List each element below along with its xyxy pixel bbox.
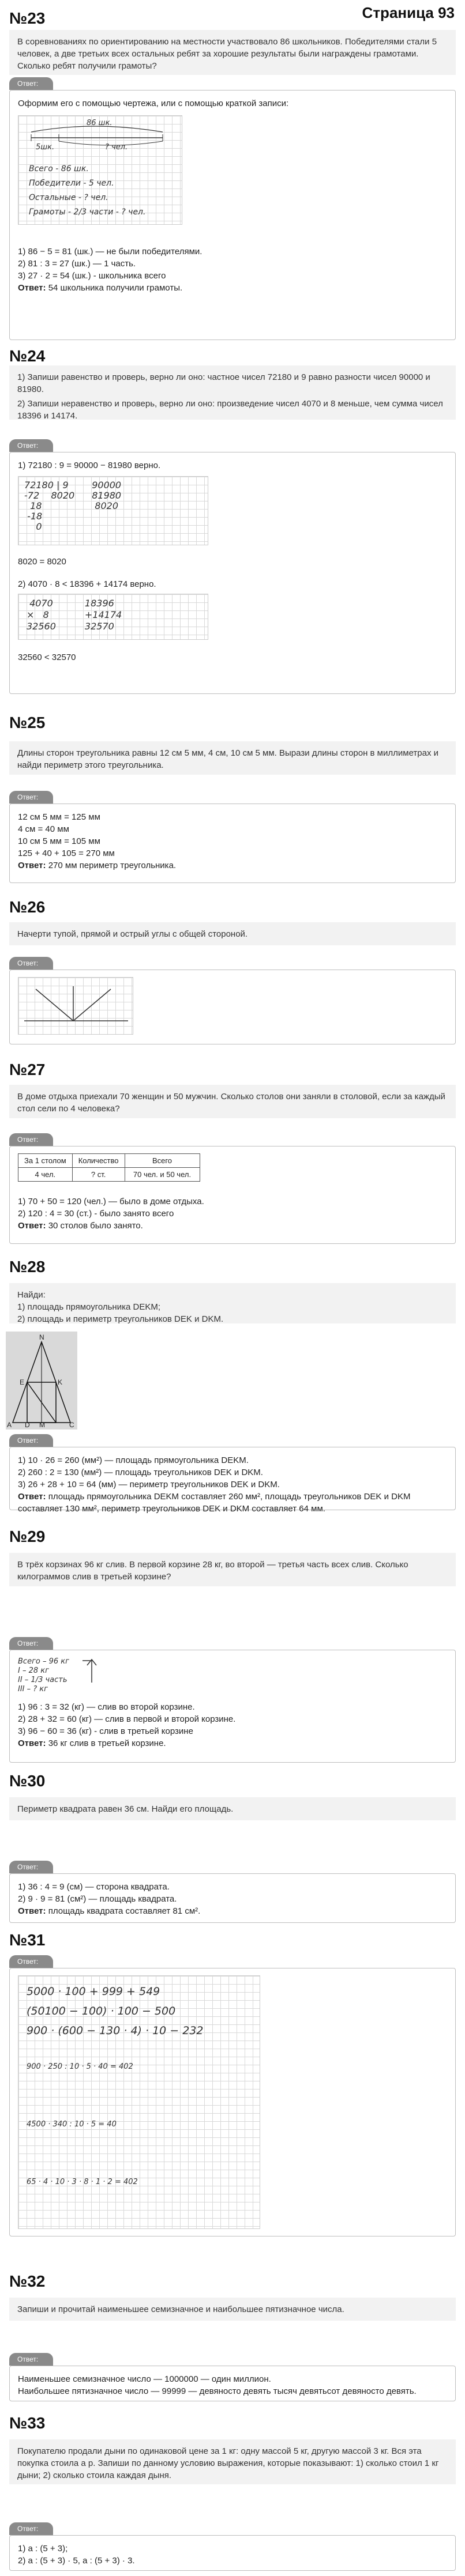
angles-svg	[18, 978, 134, 1035]
task-23-question: В соревнованиях по ориентированию на местности участвовало 86 школьников. Победителями стали 5 человек, а две третьих всех остальных ребят за хорошие результаты были награждены грамотами. Сколько ребят получили грамоты?	[9, 30, 456, 75]
task-27-answer	[9, 1146, 456, 1244]
solution-line: 1) 86 − 5 = 81 (шк.) — не были победителями.	[18, 247, 202, 257]
question-part-1: 1) Запиши равенство и проверь, верно ли оно: частное чисел 72180 и 9 равно разности чисел 90000 и 81980.	[17, 372, 430, 394]
hand-line: I – 28 кг	[18, 1666, 49, 1675]
page-title: Страница 93	[362, 4, 455, 21]
solution-line: 2) 120 : 4 = 30 (ст.) - было занято всего	[18, 1209, 174, 1219]
task-23-number: №23	[9, 9, 46, 27]
solution-line: 2) 28 + 32 = 60 (кг) — слив в первой и второй корзине.	[18, 1714, 236, 1724]
addition-calc: 18396 +14174 32570	[84, 598, 122, 632]
solution-line: 3) 27 · 2 = 54 (шк.) - школьника всего	[18, 271, 166, 281]
hand-line: Всего - 86 шк.	[29, 164, 89, 174]
task-30-answer	[9, 1873, 456, 1923]
question-line: 1) площадь прямоугольника DEKM;	[17, 1302, 161, 1312]
point-label: D	[25, 1421, 30, 1429]
hand-line: Грамоты - 2/3 части - ? чел.	[29, 208, 146, 217]
hand-line: 65 · 4 · 10 · 3 · 8 · 1 · 2 = 402	[27, 2178, 138, 2186]
point-label: E	[20, 1378, 25, 1386]
hand-line: III – ? кг	[18, 1685, 48, 1694]
hand-line: Всего – 96 кг	[18, 1657, 69, 1666]
task-27-table	[18, 1153, 200, 1182]
task-29-answer	[9, 1650, 456, 1763]
task-23-intro: Оформим его с помощью чертежа, или с помощью краткой записи:	[18, 99, 289, 108]
hand-line: II – 1/3 часть	[18, 1676, 68, 1684]
hand-line: 5000 · 100 + 999 + 549	[27, 1985, 160, 1998]
task-24-number: №24	[9, 347, 46, 365]
task-26-number: №26	[9, 898, 46, 916]
answer-tag: Ответ:	[9, 1637, 53, 1650]
task-26-answer	[9, 970, 456, 1044]
solution-line: 1) а : (5 + 3);	[18, 2544, 68, 2554]
diagram-right-label: ? чел.	[105, 143, 128, 152]
task-27-number: №27	[9, 1061, 46, 1078]
table-cell: ? ст.	[72, 1168, 125, 1182]
task-33-question: Покупателю продали дыни по одинаковой цене за 1 кг: одну массой 5 кг, другую массой 3 кг. Вся эта покупка стоила а р. Запиши по данному условию выражения, которые показывают: 1) сколько стоил 1 кг дыни; 2) сколько стоила каждая дыня.	[9, 2439, 456, 2484]
task-31-handwriting	[18, 1975, 260, 2229]
hand-line: 900 · 250 : 10 · 5 · 40 = 402	[27, 2062, 133, 2071]
solution-line: 1) 70 + 50 = 120 (чел.) — было в доме отдыха.	[18, 1197, 204, 1206]
question-line: Найди:	[17, 1290, 46, 1300]
answer-tag: Ответ:	[9, 1133, 53, 1146]
answer-tag: Ответ:	[9, 791, 53, 804]
table-cell: 70 чел. и 50 чел.	[125, 1168, 200, 1182]
question-part-2: 2) Запиши неравенство и проверь, верно ли оно: произведение чисел 4070 и 8 меньше, чем сумма чисел 18396 и 14174.	[17, 399, 443, 421]
task-29-handwriting	[18, 1657, 122, 1694]
solution-line: 125 + 40 + 105 = 270 мм	[18, 848, 115, 858]
task-23-answer	[9, 90, 456, 340]
solution-line: 2) а : (5 + 3) · 5, а : (5 + 3) · 3.	[18, 2556, 135, 2566]
answer-tag: Ответ:	[9, 1955, 53, 1968]
task-24-answer	[9, 452, 456, 694]
solution-line: 4 см = 40 мм	[18, 824, 69, 834]
hand-line: Победители - 5 чел.	[29, 179, 114, 188]
task-31-number: №31	[9, 1931, 46, 1949]
division-calc: 72180 | 9 -72 8020 18 -18 0	[24, 480, 75, 532]
column-multiplication	[18, 594, 208, 640]
point-label: A	[7, 1421, 12, 1429]
solution-line: 12 см 5 мм = 125 мм	[18, 812, 100, 822]
answer-tag: Ответ:	[9, 2353, 53, 2366]
table-header: Всего	[125, 1154, 200, 1168]
subtraction-calc: 90000 81980 8020	[92, 480, 122, 511]
solution-line: Наименьшее семизначное число — 1000000 — один миллион.	[18, 2374, 271, 2384]
solution-line: 3) 26 + 28 + 10 = 64 (мм) — периметр треугольников DEK и DKM.	[18, 1480, 280, 1489]
table-header: За 1 столом	[18, 1154, 73, 1168]
point-label: C	[69, 1421, 74, 1429]
task-32-question: Запиши и прочитай наименьшее семизначное и наибольшее пятизначное числа.	[9, 2298, 456, 2321]
answer-tag: Ответ:	[9, 2522, 53, 2535]
task-31-answer	[9, 1968, 456, 2236]
multiplication-calc: 4070 × 8 32560	[27, 598, 56, 632]
solution-line: 1) 10 · 26 = 260 (мм²) — площадь прямоугольника DEKM.	[18, 1455, 249, 1465]
task-29-number: №29	[9, 1528, 46, 1545]
solution-line: 2) 260 : 2 = 130 (мм²) — площадь треугольников DEK и DKM.	[18, 1468, 263, 1477]
solution-line: 3) 96 − 60 = 36 (кг) - слив в третьей корзине	[18, 1726, 193, 1736]
solution-line: 1) 96 : 3 = 32 (кг) — слив во второй корзине.	[18, 1702, 195, 1712]
solution-line: 1) 36 : 4 = 9 (см) — сторона квадрата.	[18, 1882, 170, 1892]
answer-tag: Ответ:	[9, 439, 53, 452]
task-23-handwriting	[18, 115, 182, 225]
task-25-number: №25	[9, 714, 46, 731]
solution-line: 10 см 5 мм = 105 мм	[18, 836, 100, 846]
solution-line: 2) 81 : 3 = 27 (шк.) — 1 часть.	[18, 259, 136, 269]
task-30-question: Периметр квадрата равен 36 см. Найди его площадь.	[9, 1797, 456, 1820]
solution-line: 2) 4070 · 8 < 18396 + 14174 верно.	[18, 579, 156, 589]
answer-tag: Ответ:	[9, 1434, 53, 1447]
task-32-number: №32	[9, 2272, 46, 2290]
task-30-number: №30	[9, 1772, 46, 1790]
answer-tag: Ответ:	[9, 77, 53, 90]
triangle-svg	[6, 1332, 77, 1430]
table-cell: 4 чел.	[18, 1168, 73, 1182]
answer-line: Ответ: 270 мм периметр треугольника.	[18, 861, 177, 870]
task-29-question: В трёх корзинах 96 кг слив. В первой корзине 28 кг, во второй — третья часть всех слив. Сколько килограммов слив в третьей корзине?	[9, 1553, 456, 1586]
hand-line: (50100 − 100) · 100 − 500	[27, 2005, 176, 2017]
answer-line: Ответ: 36 кг слив в третьей корзине.	[18, 1738, 166, 1748]
diagram-total-label: 86 шк.	[87, 119, 112, 127]
hand-line: Остальные - ? чел.	[29, 193, 108, 202]
result-line: 32560 < 32570	[18, 653, 76, 662]
result-line: 8020 = 8020	[18, 557, 66, 567]
task-25-question: Длины сторон треугольника равны 12 см 5 мм, 4 см, 10 см 5 мм. Вырази длины сторон в миллиметрах и найди периметр этого треугольника.	[9, 741, 456, 775]
angles-drawing	[18, 977, 133, 1035]
triangle-figure	[6, 1332, 77, 1430]
task-33-number: №33	[9, 2414, 46, 2432]
task-28-answer	[9, 1447, 456, 1514]
answer-line: Ответ: 30 столов было занято.	[18, 1221, 143, 1231]
solution-line: 2) 9 · 9 = 81 (см²) — площадь квадрата.	[18, 1894, 177, 1904]
answer-tag: Ответ:	[9, 957, 53, 970]
column-division	[18, 476, 208, 545]
diagram-left-label: 5шк.	[36, 143, 55, 152]
task-28-number: №28	[9, 1258, 46, 1276]
answer-line: Ответ: 54 школьника получили грамоты.	[18, 283, 183, 293]
point-label: N	[39, 1333, 44, 1341]
answer-line: Ответ: площадь квадрата составляет 81 см².	[18, 1906, 201, 1916]
solution-line: Наибольшее пятизначное число — 99999 — девяносто девять тысяч девятьсот девяносто девять.	[18, 2386, 417, 2396]
task-25-answer	[9, 804, 456, 883]
hand-line: 900 · (600 − 130 · 4) · 10 − 232	[27, 2024, 204, 2037]
task-28-question	[9, 1283, 456, 1323]
point-label: M	[39, 1421, 45, 1429]
task-33-answer	[9, 2535, 456, 2571]
solution-line: 1) 72180 : 9 = 90000 − 81980 верно.	[18, 461, 161, 470]
point-label: K	[58, 1378, 63, 1386]
table-header: Количество	[72, 1154, 125, 1168]
task-32-answer	[9, 2366, 456, 2401]
answer-tag: Ответ:	[9, 1861, 53, 1873]
task-27-question: В доме отдыха приехали 70 женщин и 50 мужчин. Сколько столов они заняли в столовой, если за каждый стол сели по 4 человека?	[9, 1085, 456, 1118]
hand-line: 4500 · 340 : 10 · 5 = 40	[27, 2120, 117, 2129]
answer-line: Ответ: площадь прямоугольника DEKM составляет 260 мм², площадь треугольников DEK и DKM составляет 130 мм², периметр треугольников DEK и DKM составляет 64 мм.	[18, 1492, 411, 1514]
task-26-question: Начерти тупой, прямой и острый углы с общей стороной.	[9, 922, 456, 945]
question-line: 2) площадь и периметр треугольников DEK и DKM.	[17, 1314, 224, 1324]
brace-arrow	[81, 1657, 99, 1686]
task-24-question	[9, 365, 456, 420]
